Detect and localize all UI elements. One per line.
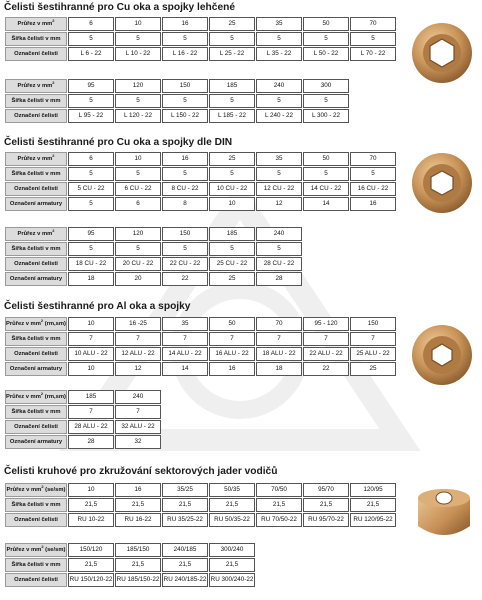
label-die: Označení čelisti <box>5 347 67 361</box>
label-width: Šířka čelisti v mm <box>5 32 67 46</box>
cell: 6 <box>68 17 114 31</box>
cell: 35 <box>256 17 302 31</box>
cell: L 185 - 22 <box>209 109 255 123</box>
cell: 14 CU - 22 <box>303 182 349 196</box>
cell: 5 <box>68 32 114 46</box>
cell: 95 - 120 <box>303 317 349 331</box>
cell: 8 <box>162 197 208 211</box>
label-width: Šířka čelisti v mm <box>5 498 67 512</box>
cell: 240 <box>115 390 161 404</box>
cell: 240/185 <box>162 543 208 557</box>
row-fitting <box>5 362 396 376</box>
cell: 32 <box>115 435 161 449</box>
cell: 21,5 <box>68 558 114 572</box>
row-fitting <box>5 272 302 286</box>
cell: 5 <box>256 94 302 108</box>
cell: 5 <box>209 94 255 108</box>
cell: 16 <box>209 362 255 376</box>
row-cross-section <box>5 483 396 497</box>
section-title-cu-light: Čelisti šestihranné pro Cu oka a spojky lehčené <box>4 2 235 13</box>
row-width <box>5 167 396 181</box>
cell: 120 <box>115 79 161 93</box>
cell: 5 <box>68 94 114 108</box>
cell: 21,5 <box>256 498 302 512</box>
cell: L 240 - 22 <box>256 109 302 123</box>
cell: 18 ALU - 22 <box>256 347 302 361</box>
label-fitting: Označení armatury <box>5 197 67 211</box>
cell: 12 <box>115 362 161 376</box>
label-width: Šířka čelisti v mm <box>5 242 67 256</box>
cell: 14 <box>303 197 349 211</box>
label-cross-section: Průřez v $mm^2$ (se/sm) <box>5 543 67 557</box>
cell: 185 <box>209 227 255 241</box>
cell: 21,5 <box>162 558 208 572</box>
cell: 6 CU - 22 <box>115 182 161 196</box>
cell: 70 <box>350 152 396 166</box>
row-fitting <box>5 435 161 449</box>
cell: 150 <box>162 227 208 241</box>
cell: 95 <box>68 79 114 93</box>
cell: 21,5 <box>209 558 255 572</box>
cell: 22 ALU - 22 <box>303 347 349 361</box>
cell: 5 <box>350 32 396 46</box>
row-cross-section <box>5 227 302 241</box>
cell: 5 <box>350 167 396 181</box>
cell: RU 300/240-22 <box>209 573 255 587</box>
cell: 5 <box>209 242 255 256</box>
cell: 7 <box>68 332 114 346</box>
cell: 21,5 <box>209 498 255 512</box>
row-width <box>5 498 396 512</box>
label-die: Označení čelisti <box>5 573 67 587</box>
cell: L 120 - 22 <box>115 109 161 123</box>
cell: 32 ALU - 22 <box>115 420 161 434</box>
cell: 25 <box>209 17 255 31</box>
cell: 5 <box>68 197 114 211</box>
cell: 10 <box>68 317 114 331</box>
cell: 21,5 <box>350 498 396 512</box>
cell: 5 <box>162 94 208 108</box>
cell: RU 35/25-22 <box>162 513 208 527</box>
row-cross-section <box>5 543 255 557</box>
cell: 120 <box>115 227 161 241</box>
cell: 25 <box>209 272 255 286</box>
cell: 10 ALU - 22 <box>68 347 114 361</box>
cell: 5 <box>209 167 255 181</box>
row-die <box>5 47 396 61</box>
row-width <box>5 94 349 108</box>
label-die: Označení čelisti <box>5 109 67 123</box>
row-die <box>5 257 302 271</box>
hex-die-icon <box>410 150 474 216</box>
row-cross-section <box>5 79 349 93</box>
label-fitting: Označení armatury <box>5 272 67 286</box>
cell: 70/50 <box>256 483 302 497</box>
row-width <box>5 242 302 256</box>
cell: 21,5 <box>303 498 349 512</box>
cell: RU 95/70-22 <box>303 513 349 527</box>
cell: RU 120/95-22 <box>350 513 396 527</box>
cell: L 6 - 22 <box>68 47 114 61</box>
label-cross-section: Průřez v $mm^2$ (rm,sm) <box>5 390 67 404</box>
cell: 25 ALU - 22 <box>350 347 396 361</box>
cell: 7 <box>209 332 255 346</box>
cell: 18 CU - 22 <box>68 257 114 271</box>
cell: 14 ALU - 22 <box>162 347 208 361</box>
cell: 18 <box>68 272 114 286</box>
table-al-1 <box>4 316 397 377</box>
cell: 5 <box>162 32 208 46</box>
label-die: Označení čelisti <box>5 47 67 61</box>
cell: 16 ALU - 22 <box>209 347 255 361</box>
cell: 150/120 <box>68 543 114 557</box>
cell: 25 <box>209 152 255 166</box>
label-fitting: Označení armatury <box>5 435 67 449</box>
cell: 10 <box>115 17 161 31</box>
cell: 16 -25 <box>115 317 161 331</box>
cell: 300 <box>303 79 349 93</box>
cell: 50 <box>209 317 255 331</box>
label-width: Šířka čelisti v mm <box>5 405 67 419</box>
hex-die-icon <box>410 322 474 388</box>
cell: 20 CU - 22 <box>115 257 161 271</box>
cell: L 25 - 22 <box>209 47 255 61</box>
row-width <box>5 405 161 419</box>
row-die <box>5 347 396 361</box>
label-die: Označení čelisti <box>5 257 67 271</box>
cell: 28 ALU - 22 <box>68 420 114 434</box>
cell: 10 <box>68 362 114 376</box>
cell: 240 <box>256 227 302 241</box>
row-width <box>5 558 255 572</box>
row-die <box>5 182 396 196</box>
cell: 5 <box>256 167 302 181</box>
row-cross-section <box>5 317 396 331</box>
cell: 16 <box>162 17 208 31</box>
cell: 7 <box>350 332 396 346</box>
cell: 185 <box>209 79 255 93</box>
cell: 21,5 <box>68 498 114 512</box>
cell: 240 <box>256 79 302 93</box>
cell: 12 ALU - 22 <box>115 347 161 361</box>
hex-die-icon <box>410 20 474 86</box>
cell: 70 <box>256 317 302 331</box>
cell: 150 <box>162 79 208 93</box>
cell: 95 <box>68 227 114 241</box>
cell: 16 <box>115 483 161 497</box>
label-die: Označení čelisti <box>5 513 67 527</box>
cell: 28 <box>256 272 302 286</box>
row-cross-section <box>5 17 396 31</box>
section-title-round: Čelisti kruhové pro zkružování sektorových jader vodičů <box>4 466 278 477</box>
cell: 20 <box>115 272 161 286</box>
cell: L 35 - 22 <box>256 47 302 61</box>
cell: 5 <box>256 242 302 256</box>
table-cu-din-2 <box>4 226 303 287</box>
cell: 28 <box>68 435 114 449</box>
cell: 5 <box>209 32 255 46</box>
cell: 22 CU - 22 <box>162 257 208 271</box>
label-cross-section: Průřez v $mm^2$ <box>5 152 67 166</box>
cell: 22 <box>303 362 349 376</box>
cell: RU 150/120-22 <box>68 573 114 587</box>
label-cross-section: Průřez v $mm^2$ <box>5 17 67 31</box>
cell: 95/70 <box>303 483 349 497</box>
cell: 50 <box>303 152 349 166</box>
cell: 5 <box>162 167 208 181</box>
row-die <box>5 420 161 434</box>
cell: 16 CU - 22 <box>350 182 396 196</box>
cell: 7 <box>303 332 349 346</box>
cell: 18 <box>256 362 302 376</box>
cell: L 150 - 22 <box>162 109 208 123</box>
cell: RU 240/185-22 <box>162 573 208 587</box>
table-cu-light-1 <box>4 16 397 62</box>
cell: L 70 - 22 <box>350 47 396 61</box>
cell: RU 50/35-22 <box>209 513 255 527</box>
cell: 6 <box>68 152 114 166</box>
cell: 35 <box>162 317 208 331</box>
row-width <box>5 332 396 346</box>
cell: 300/240 <box>209 543 255 557</box>
section-title-cu-din: Čelisti šestihranné pro Cu oka a spojky dle DIN <box>4 137 233 148</box>
label-cross-section: Průřez v $mm^2$ <box>5 227 67 241</box>
cell: 50/35 <box>209 483 255 497</box>
cell: 120/95 <box>350 483 396 497</box>
cell: 5 CU - 22 <box>68 182 114 196</box>
table-round-2 <box>4 542 256 588</box>
cell: 10 <box>209 197 255 211</box>
cell: RU 16-22 <box>115 513 161 527</box>
cell: L 50 - 22 <box>303 47 349 61</box>
label-cross-section: Průřez v $mm^2$ <box>5 79 67 93</box>
table-al-2 <box>4 389 162 450</box>
cell: RU 70/50-22 <box>256 513 302 527</box>
row-width <box>5 32 396 46</box>
row-die <box>5 513 396 527</box>
round-die-icon <box>412 480 476 546</box>
cell: 7 <box>115 405 161 419</box>
cell: 5 <box>115 167 161 181</box>
cell: 7 <box>115 332 161 346</box>
cell: 7 <box>256 332 302 346</box>
cell: 21,5 <box>115 498 161 512</box>
cell: 5 <box>162 242 208 256</box>
table-cu-din-1 <box>4 151 397 212</box>
table-round-1 <box>4 482 397 528</box>
row-fitting <box>5 197 396 211</box>
cell: 5 <box>68 167 114 181</box>
row-cross-section <box>5 390 161 404</box>
cell: 12 CU - 22 <box>256 182 302 196</box>
cell: 5 <box>68 242 114 256</box>
cell: 10 CU - 22 <box>209 182 255 196</box>
cell: L 16 - 22 <box>162 47 208 61</box>
row-cross-section <box>5 152 396 166</box>
cell: 5 <box>115 242 161 256</box>
table-cu-light-2 <box>4 78 350 124</box>
section-title-al: Čelisti šestihranné pro Al oka a spojky <box>4 301 191 312</box>
cell: RU 185/150-22 <box>115 573 161 587</box>
cell: 25 CU - 22 <box>209 257 255 271</box>
cell: 5 <box>303 94 349 108</box>
cell: 10 <box>115 152 161 166</box>
cell: 35 <box>256 152 302 166</box>
cell: L 10 - 22 <box>115 47 161 61</box>
cell: 5 <box>115 94 161 108</box>
cell: 6 <box>115 197 161 211</box>
cell: 12 <box>256 197 302 211</box>
cell: 150 <box>350 317 396 331</box>
cell: 7 <box>162 332 208 346</box>
cell: 28 CU - 22 <box>256 257 302 271</box>
cell: 16 <box>350 197 396 211</box>
label-width: Šířka čelisti v mm <box>5 558 67 572</box>
cell: 25 <box>350 362 396 376</box>
row-die <box>5 573 255 587</box>
label-width: Šířka čelisti v mm <box>5 332 67 346</box>
cell: 10 <box>68 483 114 497</box>
cell: 5 <box>303 167 349 181</box>
cell: 35/25 <box>162 483 208 497</box>
cell: 50 <box>303 17 349 31</box>
cell: 16 <box>162 152 208 166</box>
cell: 22 <box>162 272 208 286</box>
cell: 5 <box>115 32 161 46</box>
cell: 5 <box>256 32 302 46</box>
cell: RU 10-22 <box>68 513 114 527</box>
label-width: Šířka čelisti v mm <box>5 167 67 181</box>
cell: L 300 - 22 <box>303 109 349 123</box>
label-width: Šířka čelisti v mm <box>5 94 67 108</box>
cell: 185 <box>68 390 114 404</box>
cell: 7 <box>68 405 114 419</box>
cell: 14 <box>162 362 208 376</box>
cell: 70 <box>350 17 396 31</box>
cell: 5 <box>303 32 349 46</box>
label-fitting: Označení armatury <box>5 362 67 376</box>
cell: 21,5 <box>115 558 161 572</box>
row-die <box>5 109 349 123</box>
cell: 21,5 <box>162 498 208 512</box>
cell: 8 CU - 22 <box>162 182 208 196</box>
cell: L 95 - 22 <box>68 109 114 123</box>
label-die: Označení čelisti <box>5 420 67 434</box>
label-die: Označení čelisti <box>5 182 67 196</box>
cell: 185/150 <box>115 543 161 557</box>
label-cross-section: Průřez v $mm^2$ (se/sm) <box>5 483 67 497</box>
label-cross-section: Průřez v $mm^2$ (rm,sm) <box>5 317 67 331</box>
